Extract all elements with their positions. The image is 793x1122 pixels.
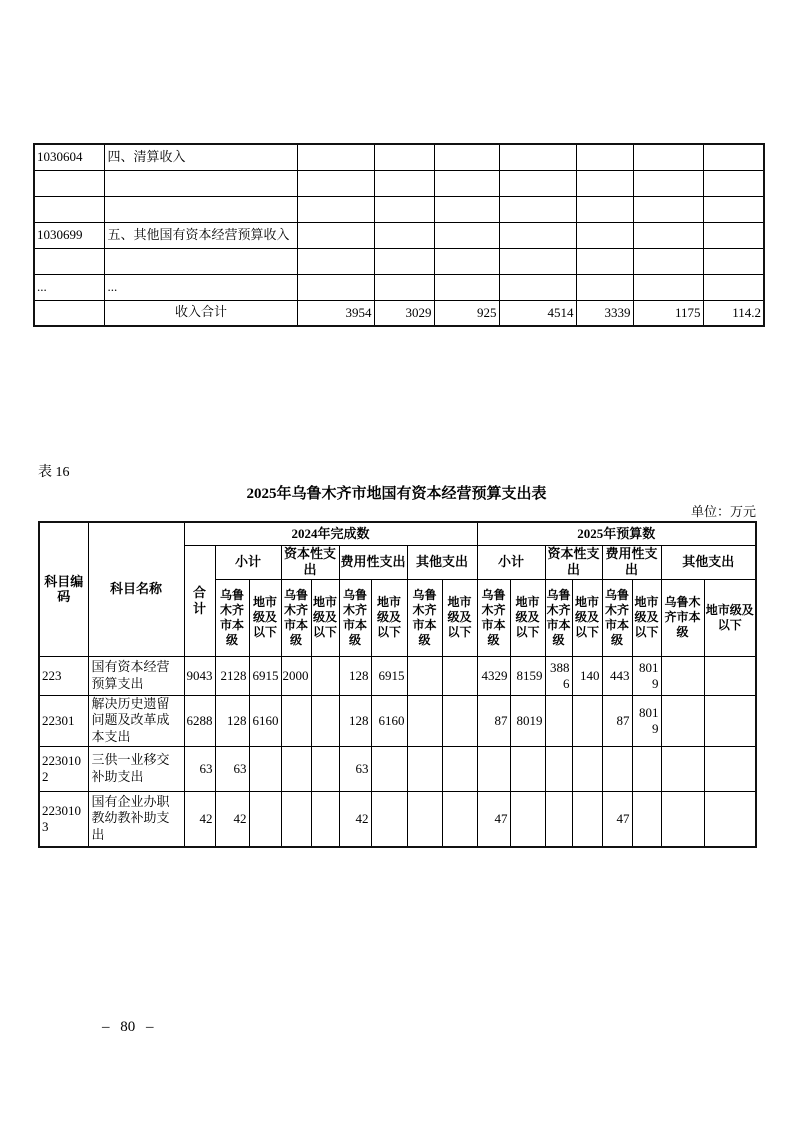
cell-value xyxy=(704,747,756,792)
cell-value: 3339 xyxy=(576,300,633,326)
cell-value xyxy=(572,695,602,747)
cell-value: 1175 xyxy=(633,300,703,326)
header-below: 地市级及以下 xyxy=(442,579,477,656)
header-subtotal: 小计 xyxy=(215,545,281,579)
cell-value xyxy=(407,747,442,792)
cell-value xyxy=(703,222,764,248)
cell-value xyxy=(311,695,339,747)
cell-value: 9043 xyxy=(184,656,215,695)
cell-value: 8019 xyxy=(510,695,545,747)
cell-value xyxy=(434,248,499,274)
cell-value xyxy=(632,792,661,847)
cell-value xyxy=(703,274,764,300)
cell-name: 四、清算收入 xyxy=(104,144,297,170)
cell-value xyxy=(499,170,576,196)
cell-value: 42 xyxy=(339,792,371,847)
cell-value xyxy=(633,274,703,300)
cell-value: 63 xyxy=(339,747,371,792)
cell-code xyxy=(34,170,104,196)
cell-value: 6160 xyxy=(249,695,281,747)
cell-value xyxy=(374,222,434,248)
table-row xyxy=(34,248,764,274)
header-other: 其他支出 xyxy=(407,545,477,579)
cell-value: 2000 xyxy=(281,656,311,695)
header-group-2024: 2024年完成数 xyxy=(184,522,477,545)
page-number: – 80 – xyxy=(102,1019,154,1035)
cell-value xyxy=(576,144,633,170)
table-row xyxy=(34,274,764,300)
cell-name: 解决历史遗留问题及改革成本支出 xyxy=(88,695,184,747)
cell-code: 2230103 xyxy=(39,792,88,847)
cell-value xyxy=(434,144,499,170)
table-row xyxy=(34,170,764,196)
header-below: 地市级及以下 xyxy=(311,579,339,656)
cell-value xyxy=(545,695,572,747)
cell-value xyxy=(371,747,407,792)
cell-value: 8019 xyxy=(632,656,661,695)
header-city: 乌鲁木齐市本级 xyxy=(215,579,249,656)
cell-value xyxy=(545,792,572,847)
header-city: 乌鲁木齐市本级 xyxy=(281,579,311,656)
header-city: 乌鲁木齐市本级 xyxy=(477,579,510,656)
cell-name: 五、其他国有资本经营预算收入 xyxy=(104,222,297,248)
cell-value xyxy=(661,695,704,747)
cell-value xyxy=(633,248,703,274)
cell-value xyxy=(297,144,374,170)
cell-value: 63 xyxy=(215,747,249,792)
cell-value: 6915 xyxy=(249,656,281,695)
cell-value xyxy=(704,695,756,747)
cell-code xyxy=(34,300,104,326)
header-name: 科目名称 xyxy=(88,522,184,656)
table-row xyxy=(39,747,756,792)
cell-value xyxy=(499,144,576,170)
cell-value: 128 xyxy=(339,695,371,747)
header-below: 地市级及以下 xyxy=(632,579,661,656)
cell-value xyxy=(281,792,311,847)
cell-value xyxy=(703,170,764,196)
header-fee: 费用性支出 xyxy=(602,545,661,579)
cell-value xyxy=(545,747,572,792)
cell-value: 6915 xyxy=(371,656,407,695)
header-below: 地市级及以下 xyxy=(371,579,407,656)
cell-value xyxy=(297,170,374,196)
cell-value: 443 xyxy=(602,656,632,695)
cell-value xyxy=(249,747,281,792)
cell-value xyxy=(704,656,756,695)
header-subtotal: 小计 xyxy=(477,545,545,579)
cell-value xyxy=(297,222,374,248)
table-row xyxy=(39,695,756,747)
cell-value xyxy=(499,248,576,274)
header-city: 乌鲁木齐市本级 xyxy=(602,579,632,656)
cell-value xyxy=(434,196,499,222)
cell-value xyxy=(704,792,756,847)
header-capital: 资本性支出 xyxy=(281,545,339,579)
header-capital: 资本性支出 xyxy=(545,545,602,579)
header-below: 地市级及以下 xyxy=(249,579,281,656)
cell-value xyxy=(407,792,442,847)
header-city: 乌鲁木齐市本级 xyxy=(545,579,572,656)
header-below: 地市级及以下 xyxy=(704,579,756,656)
cell-code: 2230102 xyxy=(39,747,88,792)
income-table xyxy=(33,143,765,327)
cell-value xyxy=(576,196,633,222)
cell-value xyxy=(661,747,704,792)
cell-value xyxy=(311,792,339,847)
cell-value xyxy=(407,695,442,747)
header-code: 科目编码 xyxy=(39,522,88,656)
cell-value xyxy=(374,248,434,274)
cell-value: 6160 xyxy=(371,695,407,747)
cell-value xyxy=(572,747,602,792)
cell-value xyxy=(703,144,764,170)
cell-value xyxy=(374,274,434,300)
table-row xyxy=(34,222,764,248)
cell-value xyxy=(374,144,434,170)
cell-code: 223 xyxy=(39,656,88,695)
cell-value xyxy=(297,274,374,300)
cell-value: 47 xyxy=(602,792,632,847)
cell-value: 128 xyxy=(339,656,371,695)
cell-value xyxy=(661,792,704,847)
header-fee: 费用性支出 xyxy=(339,545,407,579)
page-title: 2025年乌鲁木齐市地国有资本经营预算支出表 xyxy=(246,486,547,502)
cell-value xyxy=(477,747,510,792)
table-row xyxy=(39,792,756,847)
cell-code: 1030699 xyxy=(34,222,104,248)
table-row xyxy=(34,196,764,222)
cell-code: 22301 xyxy=(39,695,88,747)
cell-value xyxy=(311,656,339,695)
cell-value xyxy=(442,656,477,695)
cell-value: 4329 xyxy=(477,656,510,695)
cell-value: 2128 xyxy=(215,656,249,695)
header-below: 地市级及以下 xyxy=(510,579,545,656)
cell-value xyxy=(510,747,545,792)
total-row xyxy=(34,300,764,326)
header-below: 地市级及以下 xyxy=(572,579,602,656)
cell-code xyxy=(34,196,104,222)
cell-name xyxy=(104,196,297,222)
cell-value: 87 xyxy=(602,695,632,747)
header-other: 其他支出 xyxy=(661,545,756,579)
cell-value xyxy=(510,792,545,847)
cell-name xyxy=(104,170,297,196)
cell-name: 三供一业移交补助支出 xyxy=(88,747,184,792)
cell-code: ... xyxy=(34,274,104,300)
cell-value: 114.2 xyxy=(703,300,764,326)
cell-value xyxy=(434,274,499,300)
cell-value: 140 xyxy=(572,656,602,695)
cell-value xyxy=(572,792,602,847)
cell-value xyxy=(633,144,703,170)
cell-value xyxy=(442,747,477,792)
cell-name: 收入合计 xyxy=(104,300,297,326)
cell-value xyxy=(371,792,407,847)
cell-value: 6288 xyxy=(184,695,215,747)
cell-name xyxy=(104,248,297,274)
cell-name: 国有资本经营预算支出 xyxy=(88,656,184,695)
cell-value xyxy=(442,695,477,747)
cell-value xyxy=(499,274,576,300)
cell-value: 47 xyxy=(477,792,510,847)
cell-value xyxy=(249,792,281,847)
cell-value: 128 xyxy=(215,695,249,747)
header-city: 乌鲁木齐市本级 xyxy=(339,579,371,656)
cell-value: 8019 xyxy=(632,695,661,747)
cell-value xyxy=(374,170,434,196)
cell-value xyxy=(499,222,576,248)
unit-label: 单位：万元 xyxy=(690,504,756,519)
header-row xyxy=(39,522,756,545)
cell-value xyxy=(434,222,499,248)
cell-value: 42 xyxy=(184,792,215,847)
table-label: 表 16 xyxy=(38,465,70,480)
expense-table xyxy=(38,521,757,848)
cell-value xyxy=(703,248,764,274)
cell-value xyxy=(661,656,704,695)
header-city: 乌鲁木齐市本级 xyxy=(407,579,442,656)
cell-value: 3886 xyxy=(545,656,572,695)
cell-value xyxy=(374,196,434,222)
cell-value xyxy=(407,656,442,695)
table-row xyxy=(39,656,756,695)
header-city: 乌鲁木齐市本级 xyxy=(661,579,704,656)
cell-value: 3029 xyxy=(374,300,434,326)
header-total: 合计 xyxy=(184,545,215,656)
cell-value: 4514 xyxy=(499,300,576,326)
cell-value xyxy=(633,196,703,222)
cell-code xyxy=(34,248,104,274)
cell-value xyxy=(633,222,703,248)
table-row xyxy=(34,144,764,170)
cell-value xyxy=(499,196,576,222)
cell-value xyxy=(576,170,633,196)
cell-code: 1030604 xyxy=(34,144,104,170)
cell-value xyxy=(297,196,374,222)
header-group-2025: 2025年预算数 xyxy=(477,522,756,545)
cell-value: 42 xyxy=(215,792,249,847)
cell-value: 87 xyxy=(477,695,510,747)
cell-value: 925 xyxy=(434,300,499,326)
cell-value xyxy=(442,792,477,847)
cell-value: 3954 xyxy=(297,300,374,326)
cell-value xyxy=(576,248,633,274)
cell-value: 8159 xyxy=(510,656,545,695)
cell-value xyxy=(632,747,661,792)
cell-name: 国有企业办职教幼教补助支出 xyxy=(88,792,184,847)
cell-value xyxy=(297,248,374,274)
cell-value xyxy=(633,170,703,196)
cell-value xyxy=(281,695,311,747)
cell-value xyxy=(602,747,632,792)
cell-value xyxy=(703,196,764,222)
cell-value xyxy=(576,274,633,300)
cell-name: ... xyxy=(104,274,297,300)
cell-value xyxy=(311,747,339,792)
cell-value xyxy=(434,170,499,196)
cell-value: 63 xyxy=(184,747,215,792)
cell-value xyxy=(281,747,311,792)
cell-value xyxy=(576,222,633,248)
